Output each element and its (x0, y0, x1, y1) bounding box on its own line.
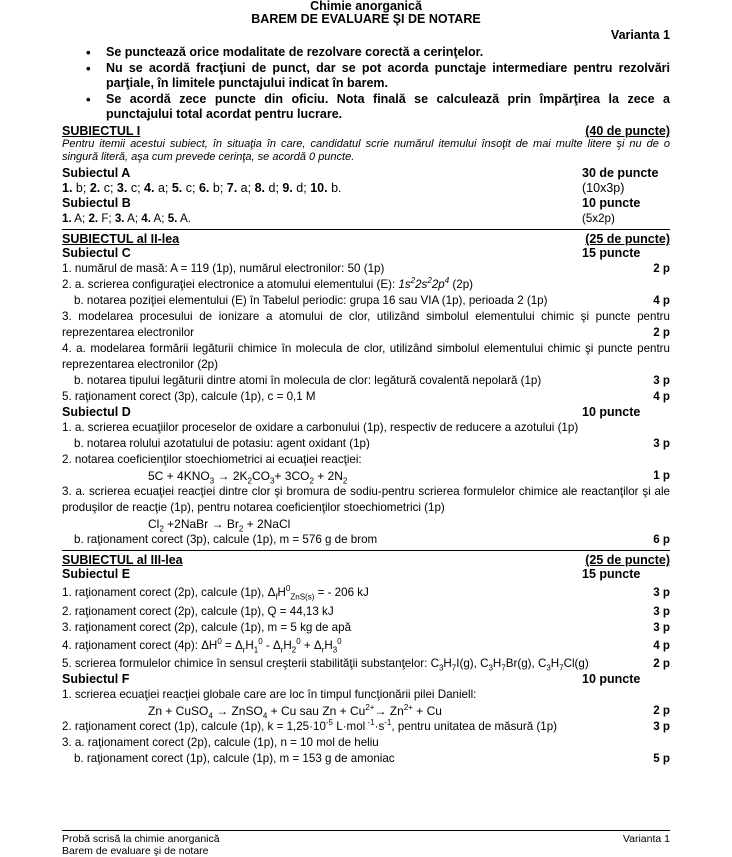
item-c5-text: 5. raţionament corect (3p), calcule (1p), c = 0,1 M (62, 390, 316, 403)
subject-a-calc: (10x3p) (582, 181, 625, 195)
item-e5-text: 5. scrierea formulelor chimice în sensul creşterii stabilităţii substanţelor: $C_3H_7I(g)$, $C_3H_7Br(g)$, $C_3H_7Cl(g)$ (62, 657, 589, 673)
item-d3a-text: 3. a. scrierea ecuaţiei reacţiei dintre clor şi bromura de sodiu-pentru scrierea formulelor chimice ale reactanţilor şi ale produşilor de reacţie (1p), pentru notarea coeficienţilor stoechiometrici (1p) (62, 485, 670, 514)
item-c2-points: 4 p (653, 294, 670, 307)
rule-item: • Se punctează orice modalitate de rezolvare corectă a cerinţelor. (106, 45, 670, 60)
subject-a-points: 30 de puncte (582, 166, 659, 180)
item-e2-text: 2. raţionament corect (2p), calcule (1p), Q = 44,13 kJ (62, 605, 334, 618)
rule-item: • Se acordă zece puncte din oficiu. Nota finală se calculează prin împărţirea la zece a punctajului total acordat pentru lucrare. (106, 92, 670, 122)
item-f3b (62, 751, 670, 767)
item-c4-points: 3 p (653, 374, 670, 387)
item-f3a (62, 735, 670, 751)
item-c2b-text: b. notarea poziţiei elementului (E) în Tabelul periodic: grupa 16 sau VIA (1p), perioada 2 (1p) (74, 294, 548, 307)
item-f1 (62, 687, 670, 703)
divider (62, 229, 670, 230)
redox-equation: $5C + 4KNO_3 \to 2K_2CO_3+ 3CO_2 + 2N_2$ (148, 469, 348, 486)
section-2-title: SUBIECTUL al II-lea (62, 232, 180, 246)
item-e3-points: 3 p (653, 621, 670, 634)
section-1-points: (40 de puncte) (585, 124, 670, 138)
item-e4 (62, 636, 670, 656)
item-c2a-text: 2. a. scrierea configuraţiei electronice a atomului elementului (E): $1s^22s^22p^4$ (2p) (62, 276, 474, 291)
item-c1-points: 2 p (653, 262, 670, 275)
doc-subtitle: BAREM DE EVALUARE ŞI DE NOTARE (251, 12, 481, 26)
footer-variant: Varianta 1 (622, 833, 670, 845)
item-c4a-text: 4. a. modelarea formării legăturii chimice în molecula de clor, utilizând simbolul elementului chimic şi puncte pentru reprezentarea electronilor (2p) (62, 342, 670, 371)
item-d2-equation (62, 468, 670, 484)
item-f3-points: 5 p (653, 752, 670, 765)
item-c1 (62, 261, 670, 277)
doc-title: Chimie anorganică (310, 0, 422, 13)
item-c4b (62, 373, 670, 389)
footer-exam-name: Probă scrisă la chimie anorganică (62, 833, 220, 845)
subject-b-points: 10 puncte (582, 196, 641, 210)
item-e1-points: 3 p (653, 586, 670, 599)
subject-a-answers: 1. b; 2. c; 3. c; 4. a; 5. c; 6. b; 7. a; 8. d; 9. d; 10. b. (62, 181, 342, 195)
footer-doc-type: Barem de evaluare şi de notare (62, 845, 209, 857)
item-f3a-text: 3. a. raţionament corect (2p), calcule (1p), n = 10 mol de heliu (62, 736, 379, 749)
item-c3-pts-row (62, 325, 670, 341)
item-c5 (62, 389, 670, 405)
subject-c-heading (62, 246, 670, 261)
subject-b-answers-row (62, 211, 670, 227)
item-f2-points: 3 p (653, 720, 670, 733)
item-d3b-text: b. raţionament corect (3p), calcule (1p), m = 576 g de brom (74, 533, 378, 546)
item-c2b (62, 293, 670, 309)
item-d1a (62, 420, 670, 436)
item-e1 (62, 582, 670, 604)
section-2-heading (62, 232, 670, 246)
subject-a-title: Subiectul A (62, 166, 131, 180)
subject-b-heading (62, 196, 670, 211)
item-c2a (62, 277, 670, 293)
subject-b-title: Subiectul B (62, 196, 131, 210)
item-d3-points: 6 p (653, 533, 670, 546)
item-e4-points: 4 p (653, 639, 670, 652)
item-d2-text: 2. notarea coeficienţilor stoechiometrici ai ecuaţiei reacţiei: (62, 453, 362, 466)
rules-list (62, 45, 670, 122)
item-c4b-text: b. notarea tipului legăturii dintre atomi în molecula de clor: legătură covalentă nepolară (1p) (74, 374, 542, 387)
item-e5 (62, 656, 670, 672)
item-e3-text: 3. raţionament corect (2p), calcule (1p), m = 5 kg de apă (62, 621, 352, 634)
item-d1a-text: 1. a. scrierea ecuaţiilor proceselor de oxidare a carbonului (1p), respectiv de reducere a azotului (1p) (62, 421, 579, 434)
item-f1-equation (62, 703, 670, 719)
subject-b-calc: (5x2p) (582, 212, 615, 225)
subject-a-heading (62, 166, 670, 181)
subject-d-title: Subiectul D (62, 405, 131, 419)
item-d2-points: 1 p (653, 469, 670, 482)
variant-label: Varianta 1 (610, 28, 670, 42)
item-e4-text: 4. raţionament corect (4p): $\Delta H^0 = \Delta_rH_1^0 - \Delta_rH_2^0 + \Delta_rH_3^0$ (62, 637, 342, 655)
item-f1-text: 1. scrierea ecuaţiei reacţiei globale care are loc în timpul funcţionării pilei Daniell: (62, 688, 477, 701)
subject-a-answers-row (62, 181, 670, 196)
subject-d-heading (62, 405, 670, 420)
daniell-equation: Zn + CuSO$_4$ → ZnSO$_4$ + Cu sau $Zn + Cu^{2+}\to Zn^{2+} + Cu$ (148, 703, 442, 721)
chlorine-equation: $Cl_2$ +2NaBr → $Br_2$ + 2NaCl (148, 517, 291, 534)
item-c3-text: 3. modelarea procesului de ionizare a atomului de clor, utilizând simbolul elementului chimic şi puncte pentru reprezentarea electronilor (62, 310, 670, 339)
item-e2-points: 3 p (653, 605, 670, 618)
item-e5-points: 2 p (653, 657, 670, 670)
subject-c-title: Subiectul C (62, 246, 131, 260)
item-c1-text: 1. numărul de masă: A = 119 (1p), numărul electronilor: 50 (1p) (62, 262, 385, 275)
section-3-title: SUBIECTUL al III-lea (62, 553, 183, 567)
subject-d-points: 10 puncte (582, 405, 641, 419)
item-d3a (62, 484, 670, 516)
divider (62, 550, 670, 551)
item-d1-points: 3 p (653, 437, 670, 450)
section-1-note: Pentru itemii acestui subiect, în situaţia în care, candidatul scrie numărul itemului însoţit de mai multe litere şi nu de o singură literă, aşa cum prevede cerinţa, se acordă 0 puncte. (62, 138, 670, 163)
item-f3b-text: b. raţionament corect (1p), calcule (1p), m = 153 g de amoniac (74, 752, 395, 765)
item-c5-points: 4 p (653, 390, 670, 403)
subject-e-heading (62, 567, 670, 582)
subject-e-points: 15 puncte (582, 567, 641, 581)
item-e2 (62, 604, 670, 620)
section-3-points: (25 de puncte) (585, 553, 670, 567)
item-d3b (62, 532, 670, 548)
item-c3-points: 2 p (653, 326, 670, 339)
subject-b-answers: 1. A; 2. F; 3. A; 4. A; 5. A. (62, 212, 191, 225)
item-d1b-text: b. notarea rolului azotatului de potasiu: agent oxidant (1p) (74, 437, 370, 450)
subject-e-title: Subiectul E (62, 567, 131, 581)
barem-page (62, 0, 670, 767)
item-f1-points: 2 p (653, 704, 670, 717)
item-d2 (62, 452, 670, 468)
section-1-title: SUBIECTUL I (62, 124, 141, 138)
item-d1b (62, 436, 670, 452)
subject-c-points: 15 puncte (582, 246, 641, 260)
section-1-heading (62, 124, 670, 138)
subject-f-heading (62, 672, 670, 687)
subject-f-points: 10 puncte (582, 672, 641, 686)
subject-f-title: Subiectul F (62, 672, 130, 686)
item-e1-text: 1. raţionament corect (2p), calcule (1p), $\Delta_fH^0_{ZnS(s)}$ = - 206 kJ (62, 584, 369, 602)
item-d3a-equation (62, 516, 670, 532)
rule-item: • Nu se acordă fracţiuni de punct, dar se pot acorda punctaje intermediare pentru rezolvări parţiale, în limitele punctajului indicat în barem. (106, 61, 670, 91)
item-c4a (62, 341, 670, 373)
item-f2 (62, 719, 670, 735)
item-e3 (62, 620, 670, 636)
section-2-points: (25 de puncte) (585, 232, 670, 246)
section-3-heading (62, 553, 670, 567)
item-f2-text: 2. raţionament corect (1p), calcule (1p), $k = 1,25\cdot 10^{-5}$ L·mol $^{-1}\cdot s^{-1}$, pentru unitatea de măsură (1p) (62, 718, 558, 733)
